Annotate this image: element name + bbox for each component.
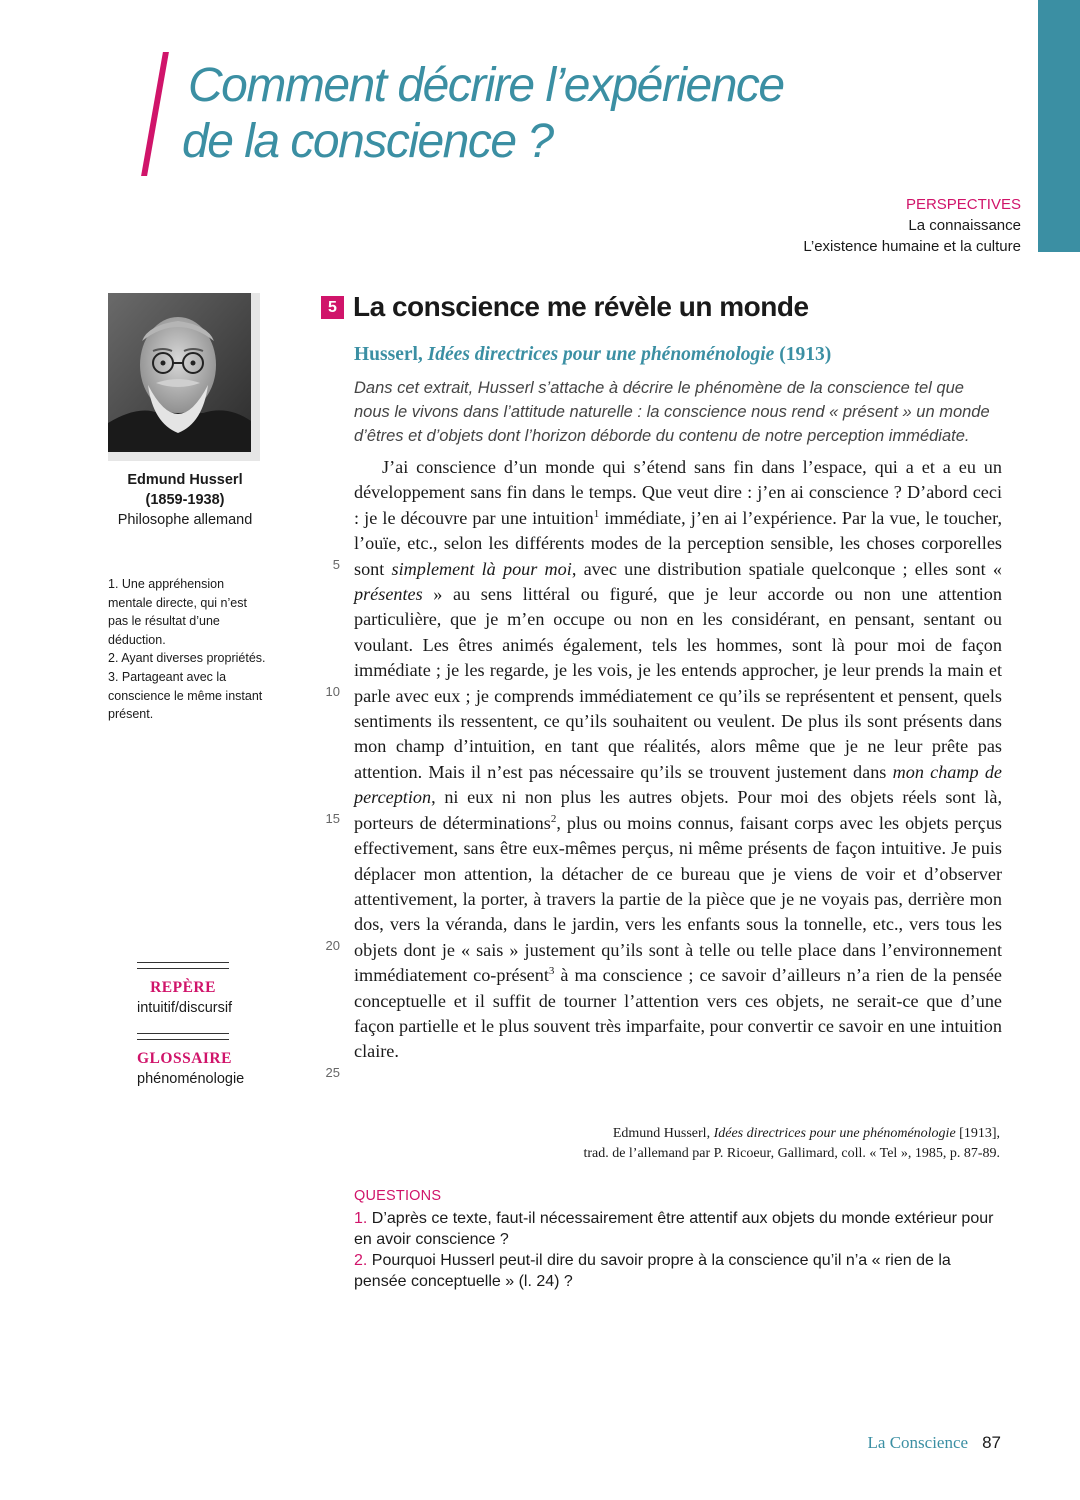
text-segment: J’ai conscience d’un monde qui s’étend sans fin dans l’espace, qui a et a eu un développement sans fin dans le temps. Que veut dire : j’en ai conscience ? D’abord ceci : je le découvre par une intuition [354,457,1002,528]
question-item [354,1250,994,1292]
glossaire-rule [137,1033,229,1040]
repere-label: REPÈRE [150,979,216,996]
text-introduction: Dans cet extrait, Husserl s’attache à décrire le phénomène de la conscience tel que nous le vivons dans l’attitude naturelle : la conscience nous rend « présent » un monde d’êtres et d’objets dont l’horizon déborde du contenu de notre perception immédiate. [354,379,990,445]
line-number: 5 [332,557,340,572]
author-description: Philosophe allemand [117,512,253,528]
footnote-ref[interactable]: 3 [548,965,555,978]
text-source [354,342,831,368]
questions-heading: QUESTIONS [354,1188,442,1204]
citation-year: [1913], [955,1126,1000,1141]
section-title: La conscience me révèle un monde [353,291,809,322]
text-segment: , ni eux ni non plus les autres objets. Pour moi des objets réels sont là, porteurs de déterminations [354,787,1002,833]
repere-box [137,962,233,1018]
repere-term[interactable]: intuitif/discursif [137,1000,233,1016]
text-segment: immédiate, j’en ai l’expérience. Par la vue, le toucher, l’ouïe, etc., selon les différents modes de la perception sensible, les choses corporelles sont [354,507,1002,579]
footer-chapter: La Conscience [867,1433,969,1452]
page-number: 87 [982,1433,1001,1452]
chapter-tab [1038,0,1080,252]
author-caption [100,470,270,530]
source-author: Husserl, [354,344,428,365]
glossaire-box [137,1033,245,1089]
portrait-image [108,293,251,452]
glossaire-term[interactable]: phénoménologie [137,1071,245,1087]
page-footer [868,1433,1001,1453]
line-number: 15 [325,811,340,826]
citation-line-1 [380,1124,1000,1144]
author-name: Edmund Husserl [127,472,243,488]
questions-block [354,1186,994,1292]
citation-work: Idées directrices pour une phénoménologie [713,1126,956,1141]
text-segment: » au sens littéral ou figuré, que je leur accorde ou non une attention particulière, que je m’en occupe ou non en les considérant, en pensant, sentant ou voulant. Les êtres animés également, tels les hommes, sont là pour moi de façon immédiate ; je les regarde, je les vois, je les entends approcher, je leur prends la main et parle avec eux ; je comprends immédiatement ce qu’ils se représentent et pensent, quels sentiments ils ressentent, ce qu’ils souhaitent ou veulent. De plus ils sont présents dans mon champ d’intuition, en tant que réalités, alors même que je ne leur prête pas attention. Mais il n’est pas nécessaire qu’ils se trouvent justement dans [354,584,1002,782]
question-number: 2. [354,1252,368,1269]
repere-rule [137,962,229,969]
citation [380,1124,1000,1164]
question-text: Pourquoi Husserl peut-il dire du savoir propre à la conscience qu’il n’a « rien de la pensée conceptuelle » (l. 24) ? [354,1252,951,1290]
line-number: 25 [325,1065,340,1080]
section-number-badge: 5 [321,296,344,319]
title-slash-decoration [141,52,169,176]
footnote-ref[interactable]: 2 [550,812,557,825]
line-number: 10 [325,684,340,699]
line-number: 20 [325,938,340,953]
question-text: D’après ce texte, faut-il nécessairement être attentif aux objets du monde extérieur pour en avoir conscience ? [354,1210,994,1248]
footnote: 1. Une appréhension mentale directe, qui n’est pas le résultat d’une déduction. [108,577,247,647]
question-item [354,1208,994,1250]
footnotes [108,575,268,724]
footnote: 2. Ayant diverses propriétés. [108,651,266,666]
author-dates: (1859-1938) [145,492,225,508]
citation-author: Edmund Husserl, [612,1126,714,1141]
page-title-line-2: de la conscience ? [182,115,553,168]
perspectives-block [803,194,1021,257]
text-emphasis: simplement là pour moi [391,558,572,579]
author-portrait [108,293,260,461]
source-year: (1913) [774,344,832,365]
page-title [182,58,784,170]
text-segment: , plus ou moins connus, faisant corps avec les objets perçus effectivement, sans être eux-mêmes perçus, ni même présents de façon intuitive. Je puis déplacer mon attention, la détacher de ce bureau que je viens de voir et d’observer attentivement, la porter, à travers la partie de la pièce que je ne voyais pas, derrière mon dos, vers la véranda, dans le jardin, vers les enfants sous la tonnelle, etc., vers tous les objets dont je « sais » justement qu’ils sont à telle ou telle place dans l’environnement immédiatement co-présent [354,812,1002,986]
text-segment: , avec une distribution spatiale quelconque ; elles sont « [571,558,1002,579]
text-emphasis: présentes [354,584,423,605]
glossaire-label: GLOSSAIRE [137,1050,232,1067]
perspectives-item: L’existence humaine et la culture [803,238,1021,255]
footnote-ref[interactable]: 1 [593,507,600,520]
text-segment: à ma conscience ; ce savoir d’ailleurs n’a rien de la pensée conceptuelle et il suffit de tourner l’attention vers ces objets, ne serait-ce que d’une façon partielle et le plus souvent très imparfaite, pour convertir ce savoir en une intuition claire. [354,965,1002,1062]
page-title-line-1: Comment décrire l’expérience [188,59,784,112]
citation-line-2: trad. de l’allemand par P. Ricoeur, Gallimard, coll. « Tel », 1985, p. 87-89. [583,1146,1000,1161]
source-work: Idées directrices pour une phénoménologie [427,344,775,365]
footnote: 3. Partageant avec la conscience le même instant présent. [108,669,263,722]
main-text [354,455,1002,1065]
question-number: 1. [354,1210,368,1227]
perspectives-label: PERSPECTIVES [905,196,1021,213]
text-emphasis: mon champ de perception [354,761,1002,808]
perspectives-item: La connaissance [908,217,1021,234]
